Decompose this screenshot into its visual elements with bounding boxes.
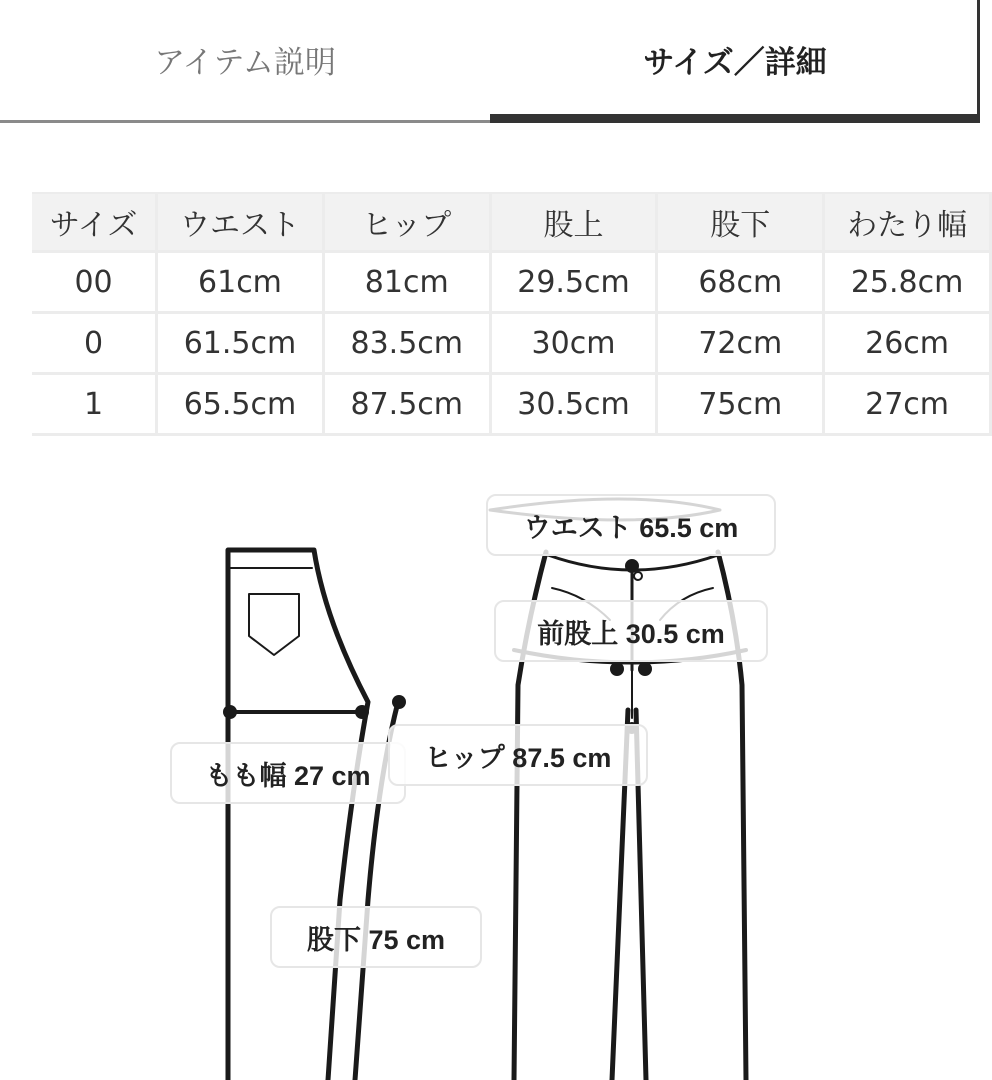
thigh-point-left [223,705,237,719]
size-table-scroll[interactable] [40,192,968,428]
measurement-illustration [0,460,980,1080]
front-rise-measure-label: 前股上 30.5 cm [494,600,768,662]
table-cell: 83.5cm [325,314,492,375]
table-cell: 30cm [492,314,659,375]
tab-edge-divider [977,0,980,123]
table-row [32,375,992,436]
tab-size-details[interactable]: サイズ／詳細 [643,44,827,81]
hip-measure-label: ヒップ 87.5 cm [388,724,648,786]
table-cell: 72cm [658,314,825,375]
table-cell: 0 [32,314,158,375]
tab-underline-inactive [0,120,490,123]
table-cell: 65.5cm [158,375,325,436]
table-header-row [32,192,992,253]
header-inseam: 股下 [658,192,825,253]
table-cell: 1 [32,375,158,436]
table-row [32,253,992,314]
table-cell: 26cm [825,314,992,375]
thigh-measure-label: もも幅 27 cm [170,742,406,804]
inseam-point-top [392,695,406,709]
table-cell: 30.5cm [492,375,659,436]
table-cell: 68cm [658,253,825,314]
table-cell: 75cm [658,375,825,436]
table-cell: 87.5cm [325,375,492,436]
table-cell: 25.8cm [825,253,992,314]
header-rise: 股上 [492,192,659,253]
size-table [32,192,992,436]
tab-item-description[interactable]: アイテム説明 [154,44,336,81]
table-cell: 27cm [825,375,992,436]
thigh-point-right [355,705,369,719]
header-size: サイズ [32,192,158,253]
tab-bar [0,0,980,125]
hip-point-right [638,662,652,676]
header-waist: ウエスト [158,192,325,253]
table-cell: 81cm [325,253,492,314]
table-cell: 29.5cm [492,253,659,314]
table-row [32,314,992,375]
rise-point-top [625,559,639,573]
back-pocket [249,594,299,655]
table-cell: 61.5cm [158,314,325,375]
waist-measure-label: ウエスト 65.5 cm [486,494,776,556]
front-button-icon [634,572,642,580]
table-cell: 00 [32,253,158,314]
tab-underline-active [490,114,980,123]
header-thigh-width: わたり幅 [825,192,992,253]
header-hip: ヒップ [325,192,492,253]
inseam-measure-label: 股下 75 cm [270,906,482,968]
hip-point-left [610,662,624,676]
table-cell: 61cm [158,253,325,314]
